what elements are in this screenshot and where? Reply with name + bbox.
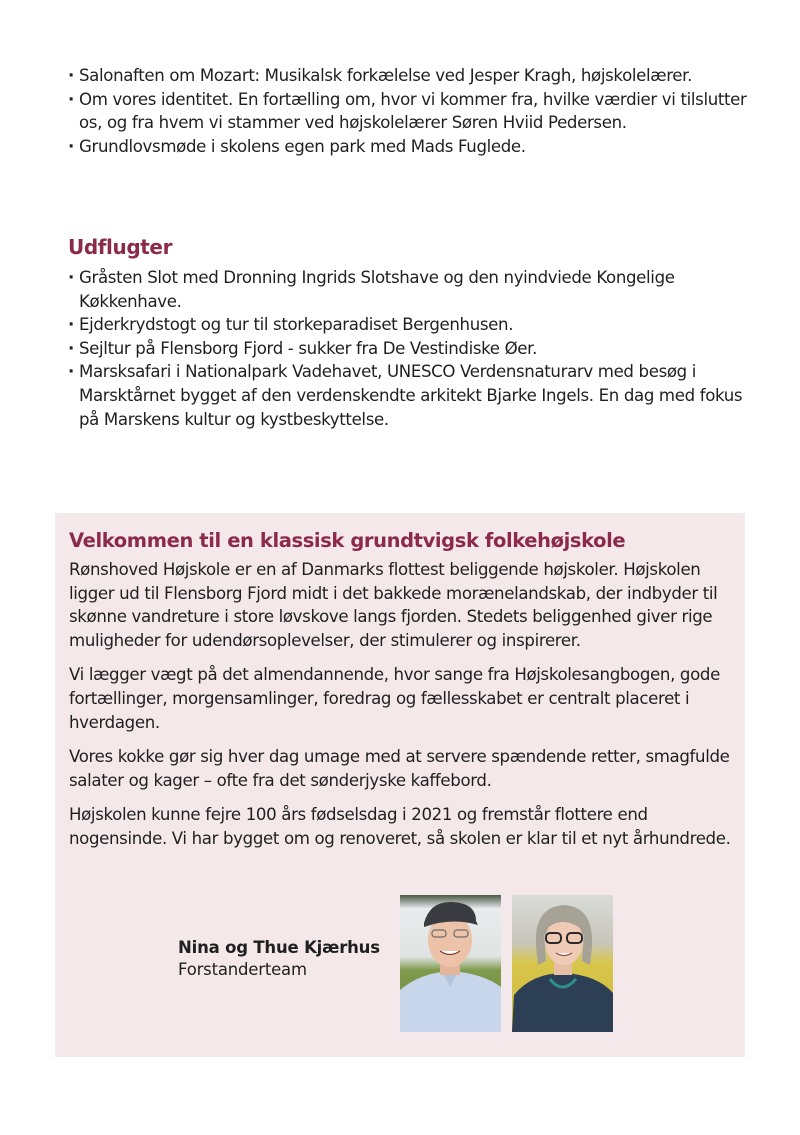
welcome-heading: Velkommen til en klassisk grundtvigsk folkehøjskole xyxy=(69,529,626,552)
bullet-icon: · xyxy=(68,338,74,358)
welcome-paragraph: Vores kokke gør sig hver dag umage med at servere spændende retter, smagfulde salater og kager – ofte fra det sønderjyske kaffebord. xyxy=(69,747,730,790)
list-item-text: Om vores identitet. En fortælling om, hvor vi kommer fra, hvilke værdier vi tilslutter os, og fra hvem vi stammer ved højskolelærer Søren Hviid Pedersen. xyxy=(79,89,747,133)
welcome-paragraph: Vi lægger vægt på det almendannende, hvor sange fra Højskolesangbogen, gode fortællinger, morgensamlinger, foredrag og fællesskabet er centralt placeret i hverdagen. xyxy=(69,665,720,732)
welcome-paragraph: Højskolen kunne fejre 100 års fødselsdag i 2021 og fremstår flottere end nogensinde. Vi har bygget om og renoveret, så skolen er klar til et nyt århundrede. xyxy=(69,805,731,848)
excursions-list xyxy=(66,266,756,431)
bullet-icon: · xyxy=(68,66,74,85)
bullet-icon: · xyxy=(68,136,74,156)
welcome-box xyxy=(55,513,745,1057)
list-item xyxy=(66,313,756,337)
portrait-photo-woman xyxy=(512,895,613,1032)
program-list xyxy=(66,64,756,158)
list-item-text: Gråsten Slot med Dronning Ingrids Slotshave og den nyindviede Kongelige Køkkenhave. xyxy=(79,268,675,311)
bullet-icon: · xyxy=(68,362,74,382)
list-item-text: Marsksafari i Nationalpark Vadehavet, UNESCO Verdensnaturarv med besøg i Marsktårnet bygget af den verdenskendte arkitekt Bjarke Ingels. En dag med fokus på Marskens kultur og kystbeskyttelse. xyxy=(79,362,743,429)
portrait-photo-man xyxy=(400,895,501,1032)
list-item xyxy=(66,135,756,159)
list-item-text: Sejltur på Flensborg Fjord - sukker fra De Vestindiske Øer. xyxy=(79,338,538,358)
welcome-body xyxy=(69,558,741,862)
list-item xyxy=(66,64,756,88)
list-item-text: Ejderkrydstogt og tur til storkeparadiset Bergenhusen. xyxy=(79,315,514,335)
list-item-text: Grundlovsmøde i skolens egen park med Mads Fuglede. xyxy=(79,136,526,156)
list-item-text: Salonaften om Mozart: Musikalsk forkælelse ved Jesper Kragh, højskolelærer. xyxy=(79,66,693,85)
list-item xyxy=(66,360,756,431)
excursions-heading: Udflugter xyxy=(68,235,173,259)
list-item xyxy=(66,88,756,135)
bullet-icon: · xyxy=(68,315,74,335)
signature-title: Forstanderteam xyxy=(178,960,307,979)
signature-name: Nina og Thue Kjærhus xyxy=(178,938,380,957)
welcome-paragraph: Rønshoved Højskole er en af Danmarks flottest beliggende højskoler. Højskolen ligger ud til Flensborg Fjord midt i det bakkede morænelandskab, der indbyder til skønne vandreture i store løvskove langs fjorden. Stedets beliggenhed giver rige muligheder for udendørsoplevelser, der stimulerer og inspirerer. xyxy=(69,560,718,650)
signature xyxy=(178,937,380,981)
bullet-icon: · xyxy=(68,89,74,109)
list-item xyxy=(66,337,756,361)
list-item xyxy=(66,266,756,313)
bullet-icon: · xyxy=(68,268,74,287)
